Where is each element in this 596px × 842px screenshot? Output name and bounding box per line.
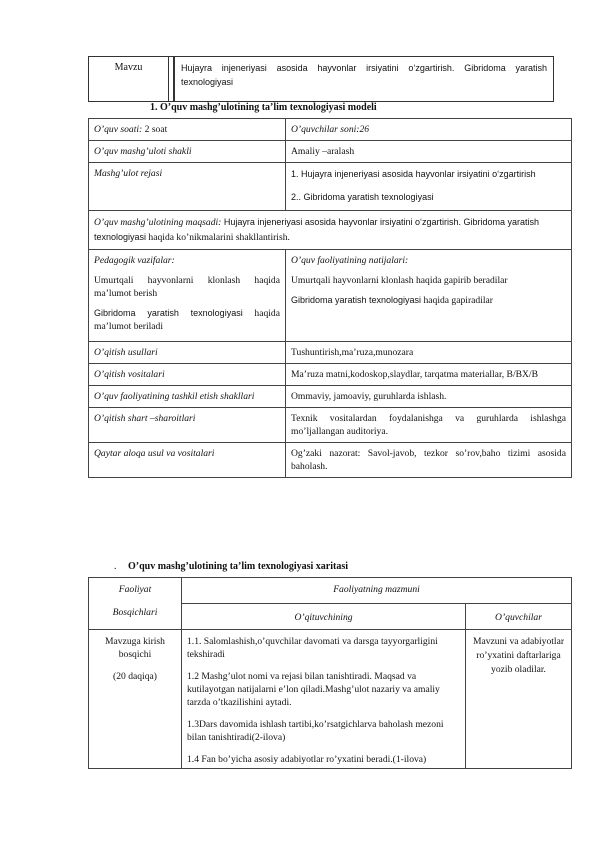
topic-label: Mavzu — [89, 57, 169, 101]
result-2-rest: haqida gapiradilar — [421, 295, 493, 306]
hours-label: O’quv soati: — [94, 124, 143, 135]
teacher-step-1: 1.1. Salomlashish,o’quvchilar davomati va darsga tayyorgarligini tekshiradi — [187, 636, 438, 660]
model-table — [88, 118, 572, 478]
students-header: O’quvchilar — [495, 612, 542, 623]
teacher-header: O’qituvchining — [294, 612, 353, 623]
result-2: Gibridoma yaratish texnologiyasi — [291, 295, 422, 305]
table-row — [89, 630, 572, 769]
results-label: O’quv faoliyatining natijalari: — [291, 255, 409, 266]
table-row — [89, 443, 572, 478]
activity-header: Faoliyat — [118, 584, 152, 595]
tasks-label: Pedagogik vazifalar: — [94, 255, 175, 266]
activity-map-table — [88, 577, 572, 769]
topic-table — [88, 56, 554, 102]
model-heading: 1. O’quv mashg’ulotining ta’lim texnologiyasi modeli — [150, 102, 377, 113]
feedback-value: Og’zaki nazorat: Savol-javob, tezkor so’rov,baho tizimi asosida baholash. — [286, 443, 572, 478]
table-row — [89, 386, 572, 408]
teacher-step-3: 1.3Dars davomida ishlash tartibi,ko’rsatgichlarva baholash mezoni bilan tanishtiradi(2-ilova) — [187, 719, 444, 743]
goal-text: Hujayra injeneriyasi asosida hayvonlar irsiyatini o‘zgartirish. Gibridoma yaratish texnologiyasi — [94, 217, 540, 242]
methods-value: Tushuntirish,ma’ruza,munozara — [286, 342, 572, 364]
lesson-plan-label: Mashg’ulot rejasi — [94, 168, 163, 179]
table-row — [89, 119, 572, 141]
content-header: Faoliyatning mazmuni — [333, 584, 420, 595]
table-row — [89, 141, 572, 163]
teacher-step-4: 1.4 Fan bo’yicha asosiy adabiyotlar ro’yxatini beradi.(1-ilova) — [187, 754, 427, 765]
map-heading: O’quv mashg’ulotining ta’lim texnologiyasi xaritasi — [128, 561, 349, 572]
goal-text-rest: haqida ko’nikmalarini shakllantirish. — [146, 232, 290, 243]
lesson-form-label: O’quv mashg’uloti shakli — [94, 146, 192, 157]
table-row — [89, 408, 572, 443]
students-count: O’quvchilar soni:26 — [291, 124, 370, 135]
conditions-label: O’qitish shart –sharoitlari — [94, 413, 196, 424]
tools-value: Ma’ruza matni,kodoskop,slaydlar, tarqatma materiallar, B/BX/B — [286, 364, 572, 386]
task-2-rest: haqida ma’lumot beriladi — [94, 308, 280, 332]
lesson-form-value: Amaliy –aralash — [286, 141, 572, 163]
organization-label: O’quv faoliyatining tashkil etish shakllari — [94, 391, 255, 402]
feedback-label: Qaytar aloqa usul va vositalari — [94, 448, 215, 459]
hours-value: 2 soat — [142, 124, 168, 135]
task-1: Umurtqali hayvonlarni klonlash haqida ma’lumot berish — [94, 275, 280, 299]
table-row — [89, 250, 572, 342]
result-1: Umurtqali hayvonlarni klonlash haqida gapirib beradilar — [291, 275, 508, 286]
heading-bullet: . — [114, 561, 117, 572]
table-row — [89, 163, 572, 211]
table-row — [89, 364, 572, 386]
table-row — [89, 342, 572, 364]
task-2: Gibridoma yaratish texnologiyasi — [94, 308, 243, 318]
stages-header: Bosqichlari — [112, 607, 158, 618]
topic-value: Hujayra injeneriyasi asosida hayvonlar irsiyatini o‘zgartirish. Gibridoma yaratish texnologiyasi — [173, 57, 553, 101]
stage-time: (20 daqiqa) — [113, 671, 157, 682]
methods-label: O’qitish usullari — [94, 347, 158, 358]
stage-title: Mavzuga kirish bosqichi — [105, 636, 165, 660]
plan-item-2: 2.. Gibridoma yaratish texnologiyasi — [291, 192, 434, 202]
organization-value: Ommaviy, jamoaviy, guruhlarda ishlash. — [286, 386, 572, 408]
conditions-value: Texnik vositalardan foydalanishga va guruhlarda ishlashga mo’ljallangan auditoriya. — [286, 408, 572, 443]
students-activity: Mavzuni va adabiyotlar ro’yxatini daftarlariga yozib oladilar. — [466, 630, 572, 769]
plan-item-1: 1. Hujayra injeneriyasi asosida hayvonlar irsiyatini o‘zgartirish — [291, 169, 536, 179]
tools-label: O’qitish vositalari — [94, 369, 165, 380]
teacher-step-2: 1.2 Mashg’ulot nomi va rejasi bilan tanishtiradi. Maqsad va kutilayotgan natijalarni e’lon qiladi.Mashg’ulot nazariy va amaliy tarzda o’tkazilishini aytadi. — [187, 671, 440, 708]
table-row — [89, 578, 572, 604]
goal-label: O’quv mashg’ulotining maqsadi: — [94, 217, 222, 228]
table-row — [89, 211, 572, 250]
